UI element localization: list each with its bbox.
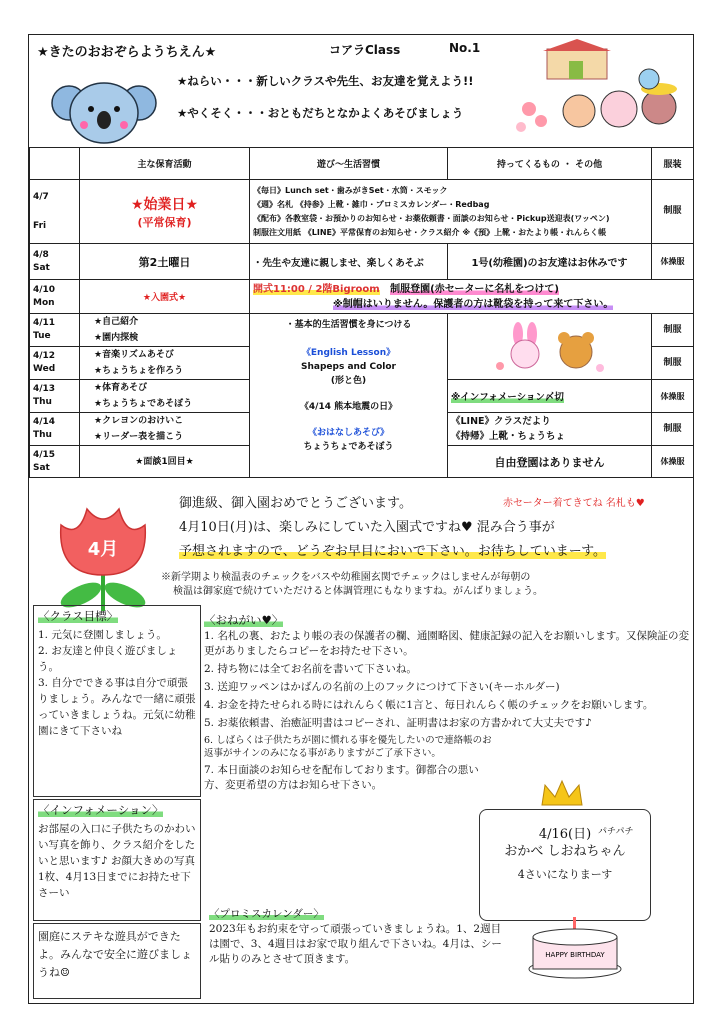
row-day: Thu: [33, 397, 52, 407]
promise-cal-title: 〈プロミスカレンダー〉: [209, 908, 324, 920]
table-row: [30, 314, 694, 347]
kenon-note-2: 検温は御家庭で続けていただけると体調管理にもなりますね。がんばりましょう。: [173, 586, 543, 597]
class-name: コアラClass: [329, 43, 401, 57]
story-sub: ちょうちょであそぼう: [303, 442, 394, 452]
promise-text: ★やくそく・・・おともだちとなかよくあそびましょう: [177, 106, 464, 120]
table-row: [30, 244, 694, 280]
row-play: ・先生や友達に親しませ、楽しくあそぶ: [250, 244, 448, 280]
row-wear: 制服: [652, 314, 694, 347]
row-date: 4/10: [33, 284, 56, 295]
row-item: 《毎日》Lunch set・歯みがきSet・水筒・スモック: [253, 185, 448, 195]
promise-cal-text: 2023年もお約束を守って頑張っていきましょうね。1、2週目は園で、3、4週目はお家で取り組んで下さいね。4月は、シール貼りのみとさせて頂きます。: [209, 923, 502, 965]
tulip-illustration: [47, 495, 159, 613]
ceremony-line: 4月10日(月)は、楽しみにしていた入園式ですね♥ 混み合う事が: [179, 520, 555, 535]
row-date: 4/8: [33, 249, 49, 260]
info-box: [33, 799, 201, 921]
memorial-day: 《4/14 熊本地震の日》: [299, 402, 398, 412]
table-row: [30, 180, 694, 244]
request-item: 6. しばらくは子供たちが園に慣れる事を優先したいので連絡帳のお返事がサインのみになる事がありますがご了承下さい。: [204, 735, 492, 759]
play-habit: ・基本的生活習慣を身につける: [285, 320, 412, 330]
cake-text: HAPPY BIRTHDAY: [545, 951, 605, 959]
english-lesson: 《English Lesson》: [301, 348, 396, 358]
row-wear: 制服: [652, 347, 694, 380]
row-note: 自由登園はありません: [448, 446, 652, 478]
request-item: 4. お金を持たせられる時にはれんらく帳に1言と、毎日れんらく帳のチェックをお願いします。: [204, 699, 654, 711]
row-line-a: 開式11:00 / 2階Bigroom: [253, 283, 380, 295]
koala-illustration: [49, 75, 159, 147]
class-goal-item: 3. 自分でできる事は自分で頑張りましょう。みんなで一緒に頑張っていきましょうね。元気に幼稚園にきて下さいね: [38, 677, 196, 737]
schedule-table: [29, 147, 694, 478]
row-day: Fri: [33, 220, 47, 231]
kenon-note: ※新学期より検温表のチェックをバスや幼稚園玄関でチェックはしませんが毎朝の: [161, 572, 531, 583]
table-row: [30, 280, 694, 314]
col-header-play: 遊び～生活習慣: [250, 148, 448, 180]
row-date: 4/12: [33, 351, 56, 361]
garden-box: [33, 923, 201, 999]
col-header-items: 持ってくるもの ・ その他: [448, 148, 652, 180]
class-goal-item: 1. 元気に登園しましょう。: [38, 629, 167, 641]
greeting-text: 御進級、御入園おめでとうございます。: [179, 496, 412, 511]
row-line-b: 制服登園(赤セーターに名札をつけて): [390, 283, 559, 295]
request-item: 2. 持ち物には全てお名前を書いて下さいね。: [204, 663, 417, 675]
col-header-activity: 主な保育活動: [80, 148, 250, 180]
row-date: 4/11: [33, 318, 56, 328]
issue-number: No.1: [449, 41, 481, 55]
row-line-2: ※制帽はいりません。保護者の方は靴袋を持って来て下さい。: [333, 298, 614, 310]
row-wear: 体操服: [652, 380, 694, 413]
row-day: Sat: [33, 462, 50, 473]
class-goal-item: 2. お友達と仲良く遊びましょう。: [38, 645, 178, 673]
birthday-box: [479, 809, 651, 921]
row-day: Thu: [33, 430, 52, 440]
school-title: ★きたのおおぞらようちえん★: [37, 45, 217, 60]
row-item: 《週》名札 《持参》上靴・雑巾・プロミスカレンダー・Redbag: [253, 199, 490, 209]
birthday-msg: 4さいになりまーす: [517, 868, 613, 881]
row-activity: ★クレヨンのおけいこ: [94, 416, 184, 426]
month-label: 4月: [87, 539, 119, 560]
table-header-row: [30, 148, 694, 180]
row-activity: ★自己紹介: [94, 317, 139, 327]
row-activity-2: ★園内探検: [94, 333, 139, 343]
row-day: Mon: [33, 297, 55, 308]
row-activity-2: ★ちょうちょであそぼう: [94, 399, 193, 409]
row-date: 4/7: [33, 191, 49, 202]
english-sub: Shapeps and Color: [301, 362, 396, 372]
row-wear: 制服: [652, 180, 694, 244]
row-day: Wed: [33, 364, 56, 374]
request-item: 1. 名札の裏、おたより帳の表の保護者の欄、通園略図、健康記録の記入をお願いします。又保険証の変更がありましたらコピーをお持たせ下さい。: [204, 630, 690, 657]
row-activity: 第2土曜日: [80, 244, 250, 280]
row-item: 制服注文用紙 《LINE》平常保育のお知らせ・クラス紹介 ※《預》上靴・おたより帳・れんらく帳: [253, 227, 607, 237]
row-note-2: 《持帰》上靴・ちょうちょ: [451, 431, 566, 442]
info-text: お部屋の入口に子供たちのかわいい写真を飾り、クラス紹介をしたいと思います♪ お顔大きめの写真1枚、4月13日までにお持たせ下さーい: [38, 823, 196, 899]
row-wear: 制服: [652, 413, 694, 446]
row-activity: ★体育あそび: [94, 383, 148, 393]
garden-text: 園庭にステキな遊具ができたよ。みんなで安全に遊びましょうね☺: [38, 930, 192, 979]
ceremony-line-2: 予想されますので、どうぞお早目においで下さい。お待ちしていまーす。: [179, 544, 607, 559]
birthday-name: おかべ しおねちゃん: [504, 844, 626, 859]
class-goal-title: 〈クラス目標〉: [38, 609, 119, 623]
row-day: Sat: [33, 262, 50, 273]
row-activity-sub: (平常保育): [137, 215, 192, 229]
request-item: 3. 送迎ワッペンはかばんの名前の上のフックにつけて下さい(キーホルダー): [204, 681, 560, 693]
row-wear: 体操服: [652, 244, 694, 280]
row-date: 4/14: [33, 417, 56, 427]
story-play: 《おはなしあそび》: [307, 428, 390, 438]
row-activity-2: ★リーダー表を描こう: [94, 432, 184, 442]
rabbit-bear-illustration: [488, 320, 608, 376]
info-title: 〈インフォメーション〉: [38, 803, 164, 817]
row-date: 4/13: [33, 384, 56, 394]
row-activity: ★始業日★: [130, 196, 199, 213]
crown-icon: [539, 779, 585, 809]
row-activity-2: ★ちょうちょを作ろう: [94, 366, 184, 376]
row-note: ※インフォメーション〆切: [451, 392, 564, 403]
english-sub2: (形と色): [330, 376, 367, 386]
row-note: 1号(幼稚園)のお友達はお休みです: [448, 244, 652, 280]
row-item: 《配布》各教室袋・お預かりのお知らせ・お薬依頼書・面談のお知らせ・Pickup送迎表(ワッペン): [253, 213, 610, 223]
row-note: 《LINE》クラスだより: [451, 416, 551, 427]
clap-text: パチパチ: [598, 827, 634, 837]
school-animals-illustration: [499, 39, 689, 143]
col-header-wear: 服装: [652, 148, 694, 180]
request-item: 7. 本日面談のお知らせを配布しております。御都合の悪い方、変更希望の方はお知らせ下さい。: [204, 764, 479, 791]
cake-illustration: [525, 917, 625, 979]
aim-text: ★ねらい・・・新しいクラスや先生、お友達を覚えよう!!: [177, 74, 474, 88]
row-activity: ★音楽リズムあそび: [94, 350, 174, 360]
request-title: 〈おねがい♥〉: [204, 613, 284, 627]
row-date: 4/15: [33, 449, 56, 460]
row-activity: ★面談1回目★: [80, 446, 250, 478]
red-note: 赤セーター着てきてね 名札も♥: [503, 498, 645, 509]
row-wear: 体操服: [652, 446, 694, 478]
newsletter-page: [28, 34, 694, 1004]
request-item: 5. お薬依頼書、治癒証明書はコピーされ、証明書はお家の方書かれて大丈夫です♪: [204, 717, 592, 729]
class-goal-box: [33, 605, 201, 797]
row-activity: ★入園式★: [80, 280, 250, 314]
row-day: Tue: [33, 331, 51, 341]
birthday-date: 4/16(日): [538, 827, 592, 842]
